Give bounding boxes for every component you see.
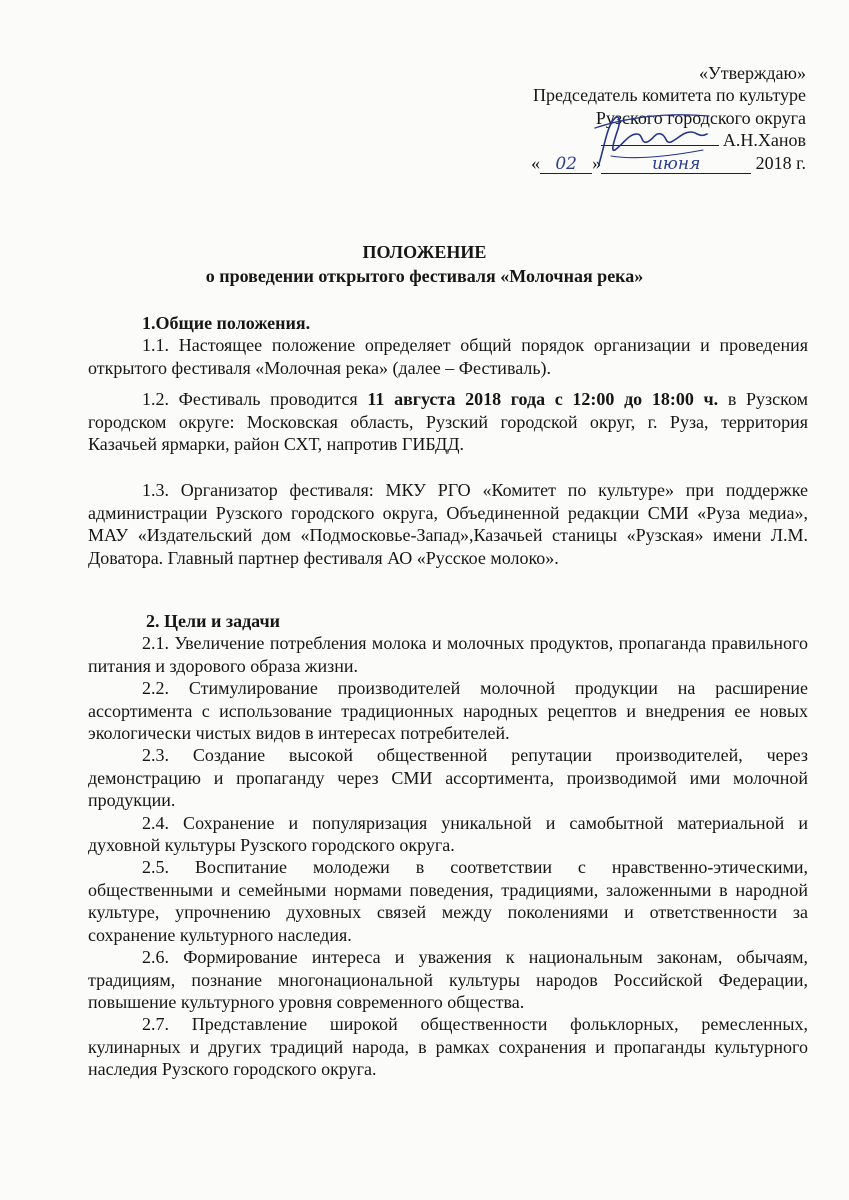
goal-item: 2.3. Создание высокой общественной репутации производителей, через демонстрацию и пропаганду через СМИ ассортимента, производимой ими молочной продукции. [88,745,808,811]
date-year: 2018 г. [755,152,806,173]
approval-date [386,152,806,174]
approval-position: Председатель комитета по культуре [533,85,806,106]
section-2-heading: 2. Цели и задачи [146,611,280,631]
approver-name: А.Н.Ханов [722,130,806,151]
paragraph-1-2-location: в Рузском городском округе: Московская область, Рузский городской округ, г. Руза, территория Казачьей ярмарки, район СХТ, напротив ГИБДД. [88,389,808,455]
goal-item: 2.6. Формирование интереса и уважения к национальным законам, обычаям, традициям, познание многонациональной культуры народов Российской Федерации, повышение культурного уровня современного общества. [88,947,808,1012]
approval-heading: «Утверждаю» [698,63,806,83]
date-quote-close: » [592,152,602,173]
goal-item: 2.2. Стимулирование производителей молочной продукции на расширение ассортимента с использование традиционных народных рецептов и внедрения ее новых экологически чистых видов в интересах потребителей. [88,678,808,744]
goal-item: 2.5. Воспитание молодежи в соответствии с нравственно-этическими, общественными и семейными нормами поведения, традициями, заложенными в народной культуре, упрочнению духовных связей между поколениями и ответственности за сохранение культурного наследия. [88,857,808,945]
date-day: 02 [540,155,592,174]
section-goals [88,610,808,1081]
goal-item: 2.4. Сохранение и популяризация уникальной и самобытной материальной и духовной культуры Рузского городского округа. [88,812,808,856]
paragraph-1-2-text: 1.2. Фестиваль проводится [142,389,368,410]
date-quote-open: « [531,152,541,173]
approval-organization: Рузского городского округа [595,107,806,128]
document-subtitle: о проведении открытого фестиваля «Молочная река» [205,266,644,286]
date-month: июня [601,155,751,174]
approval-block [386,62,806,174]
goal-item: 2.1. Увеличение потребления молока и молочных продуктов, пропаганда правильного питания и здорового образа жизни. [88,633,808,676]
document-title: ПОЛОЖЕНИЕ [362,242,487,262]
paragraph-1-2 [88,388,808,455]
paragraph-1-1: 1.1. Настоящее положение определяет общий порядок организации и проведения открытого фестиваля «Молочная река» (далее – Фестиваль). [88,335,808,378]
approval-signature-line [386,129,806,151]
paragraph-1-3: 1.3. Организатор фестиваля: МКУ РГО «Комитет по культуре» при поддержке администрации Рузского городского округа, Объединенной редакции СМИ «Руза медиа», МАУ «Издательский дом «Подмосковье-Запад»,Казачьей станицы «Рузская» имени Л.М. Доватора. Главный партнер фестиваля АО «Русское молоко». [88,480,808,568]
festival-date-time: 11 августа 2018 года с 12:00 до 18:00 ч. [367,389,719,410]
section-1-heading: 1.Общие положения. [142,313,311,333]
signature-underline [601,129,719,146]
goal-item: 2.7. Представление широкой общественности фольклорных, ремесленных, кулинарных и других традиций народа, в рамках сохранения и пропаганды культурного наследия Рузского городского округа. [88,1014,808,1080]
section-general [88,312,808,569]
